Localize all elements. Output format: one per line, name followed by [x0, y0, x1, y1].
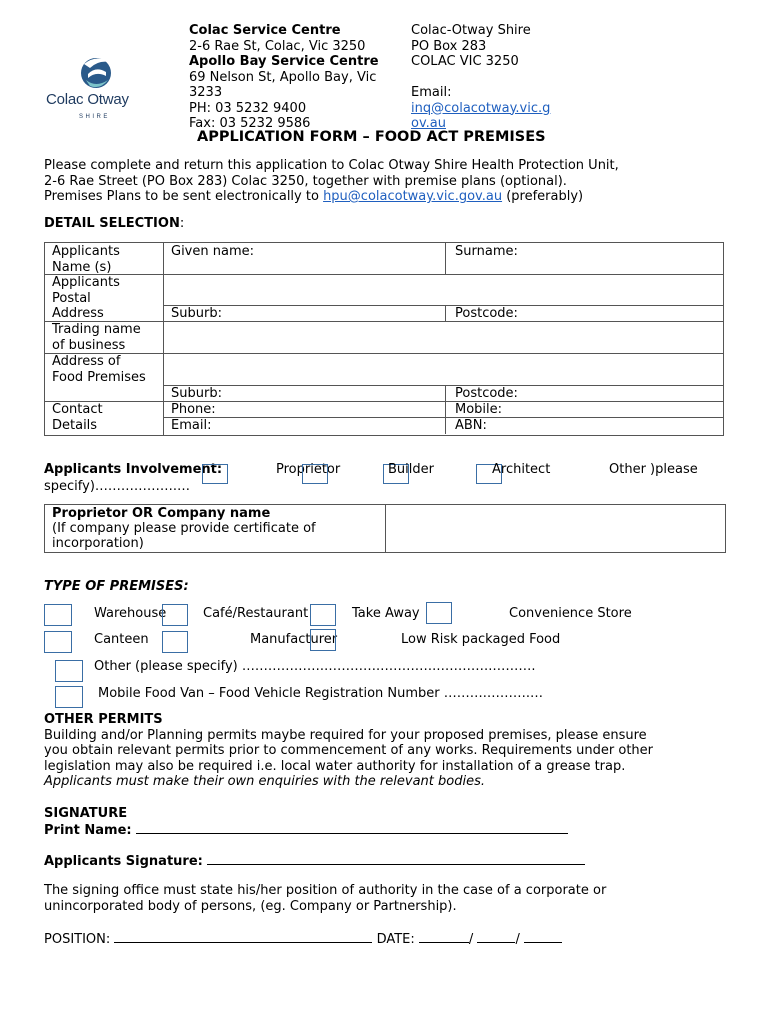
detail-table — [44, 242, 724, 436]
permits-line4: Applicants must make their own enquiries with the relevant bodies. — [44, 774, 485, 789]
food-premises-label: Address of Food Premises — [52, 354, 146, 385]
manufacturer-label: Manufacturer — [250, 632, 338, 647]
company-note-line1: (If company please provide certificate of — [52, 521, 316, 536]
email-link-line1[interactable]: inq@colacotway.vic.g — [411, 100, 551, 116]
surname-label: Surname: — [455, 244, 518, 259]
colac-centre-title: Colac Service Centre — [189, 23, 341, 38]
postal-address-label: Applicants Postal Address — [52, 275, 120, 321]
postal-postcode-label: Postcode: — [455, 306, 518, 321]
mobile-van-label: Mobile Food Van – Food Vehicle Registration Number ……….……….… — [98, 686, 544, 701]
position-line[interactable] — [114, 930, 372, 943]
takeaway-checkbox[interactable] — [310, 604, 336, 626]
mobile-label: Mobile: — [455, 402, 503, 417]
shire-po-box: PO Box 283 — [411, 38, 487, 54]
form-title: APPLICATION FORM – FOOD ACT PREMISES — [197, 129, 546, 145]
applicant-signature-label: Applicants Signature: — [44, 854, 203, 869]
given-name-label: Given name: — [171, 244, 254, 259]
permits-line3: legislation may also be required i.e. local water authority for installation of a grease trap. — [44, 758, 626, 774]
other-involvement-label: Other )please — [609, 462, 698, 477]
premises-suburb-label: Suburb: — [171, 386, 222, 401]
email-label: Email: — [171, 418, 212, 433]
premises-postcode-label: Postcode: — [455, 386, 518, 401]
applicant-signature-line[interactable] — [207, 852, 585, 865]
cafe-checkbox[interactable] — [162, 604, 188, 626]
intro-line1: Please complete and return this application to Colac Otway Shire Health Protection Unit, — [44, 158, 619, 173]
involvement-label: Applicants Involvement: — [44, 462, 223, 477]
other-premises-checkbox[interactable] — [55, 660, 83, 682]
company-title: Proprietor OR Company name — [52, 506, 271, 521]
hpu-email-link[interactable]: hpu@colacotway.vic.gov.au — [323, 189, 503, 204]
permits-line1: Building and/or Planning permits maybe required for your proposed premises, please ensure — [44, 727, 647, 743]
phone-label: Phone: — [171, 402, 216, 417]
other-premises-label: Other (please specify) ……………….………….………….………….………. — [94, 659, 536, 674]
fax-number: Fax: 03 5232 9586 — [189, 116, 311, 131]
mobile-van-checkbox[interactable] — [55, 686, 83, 708]
company-box — [44, 504, 726, 553]
colac-centre-address: 2-6 Rae St, Colac, Vic 3250 — [189, 38, 366, 54]
canteen-label: Canteen — [94, 632, 149, 647]
date-day-line[interactable] — [419, 930, 469, 943]
print-name-row — [44, 821, 568, 839]
lowrisk-label: Low Risk packaged Food — [401, 632, 561, 647]
print-name-label: Print Name: — [44, 823, 132, 838]
postal-suburb-label: Suburb: — [171, 306, 222, 321]
takeaway-label: Take Away — [352, 606, 420, 621]
manufacturer-checkbox[interactable] — [162, 631, 188, 653]
builder-label: Builder — [388, 462, 434, 477]
permits-line2: you obtain relevant permits prior to commencement of any works. Requirements under other — [44, 743, 654, 758]
cafe-label: Café/Restaurant — [203, 606, 309, 621]
intro-line3: Premises Plans to be sent electronically to hpu@colacotway.vic.gov.au (preferably) — [44, 189, 584, 204]
company-note-line2: incorporation) — [52, 536, 144, 551]
date-month-line[interactable] — [477, 930, 515, 943]
architect-label: Architect — [492, 462, 551, 477]
logo-shire: SHIRE — [79, 114, 110, 120]
intro-text — [44, 158, 744, 205]
permits-section — [44, 712, 744, 790]
permits-heading: OTHER PERMITS — [44, 712, 163, 727]
position-label: POSITION: — [44, 932, 111, 947]
abn-label: ABN: — [455, 418, 487, 433]
proprietor-box[interactable] — [302, 464, 328, 484]
detail-heading: DETAIL SELECTION: — [44, 216, 185, 231]
food-premises-input[interactable] — [166, 356, 716, 382]
postal-address-input[interactable] — [166, 277, 716, 303]
signature-heading: SIGNATURE — [44, 806, 128, 821]
applicant-signature-row — [44, 852, 585, 870]
apollo-centre-title: Apollo Bay Service Centre — [189, 54, 379, 69]
trading-name-label: Trading name of business — [52, 322, 141, 353]
email-label: Email: — [411, 85, 452, 100]
convenience-checkbox[interactable] — [426, 602, 452, 624]
shire-name: Colac-Otway Shire — [411, 23, 531, 38]
date-year-line[interactable] — [524, 930, 562, 943]
apollo-address-line2: 3233 — [189, 85, 223, 100]
intro-line2: 2-6 Rae Street (PO Box 283) Colac 3250, together with premise plans (optional). — [44, 173, 567, 189]
logo-mark-icon — [76, 54, 116, 92]
position-date-row: POSITION: DATE: / / — [44, 930, 562, 948]
apollo-address-line1: 69 Nelson St, Apollo Bay, Vic — [189, 69, 377, 85]
print-name-line[interactable] — [136, 821, 568, 834]
signing-note — [44, 883, 606, 914]
signing-note-line2: unincorporated body of persons, (eg. Company or Partnership). — [44, 898, 457, 914]
contact-details-label: Contact Details — [52, 402, 103, 433]
service-centres — [189, 23, 404, 132]
date-label: DATE: — [376, 932, 415, 947]
proprietor-checkbox[interactable] — [202, 464, 228, 484]
lowrisk-checkbox[interactable] — [310, 629, 336, 651]
proprietor-label: Proprietor — [276, 462, 341, 477]
other-specify-text: specify)……………….… — [44, 479, 191, 494]
shire-city: COLAC VIC 3250 — [411, 54, 519, 69]
convenience-label: Convenience Store — [509, 606, 632, 621]
warehouse-checkbox[interactable] — [44, 604, 72, 626]
canteen-checkbox[interactable] — [44, 631, 72, 653]
phone-number: PH: 03 5232 9400 — [189, 100, 307, 116]
surname-input[interactable] — [450, 259, 710, 273]
shire-postal — [411, 23, 576, 132]
trading-name-input[interactable] — [166, 324, 716, 350]
warehouse-label: Warehouse — [94, 606, 167, 621]
company-name-input[interactable] — [389, 508, 719, 548]
signing-note-line1: The signing office must state his/her position of authority in the case of a corporate or — [44, 883, 607, 898]
applicants-name-label: Applicants Name (s) — [52, 244, 120, 275]
premises-heading: TYPE OF PREMISES: — [44, 579, 189, 594]
email-link-line2[interactable]: ov.au — [411, 116, 446, 131]
given-name-input[interactable] — [166, 259, 436, 273]
council-logo — [46, 52, 146, 120]
logo-wordmark: Colac Otway — [46, 91, 129, 108]
